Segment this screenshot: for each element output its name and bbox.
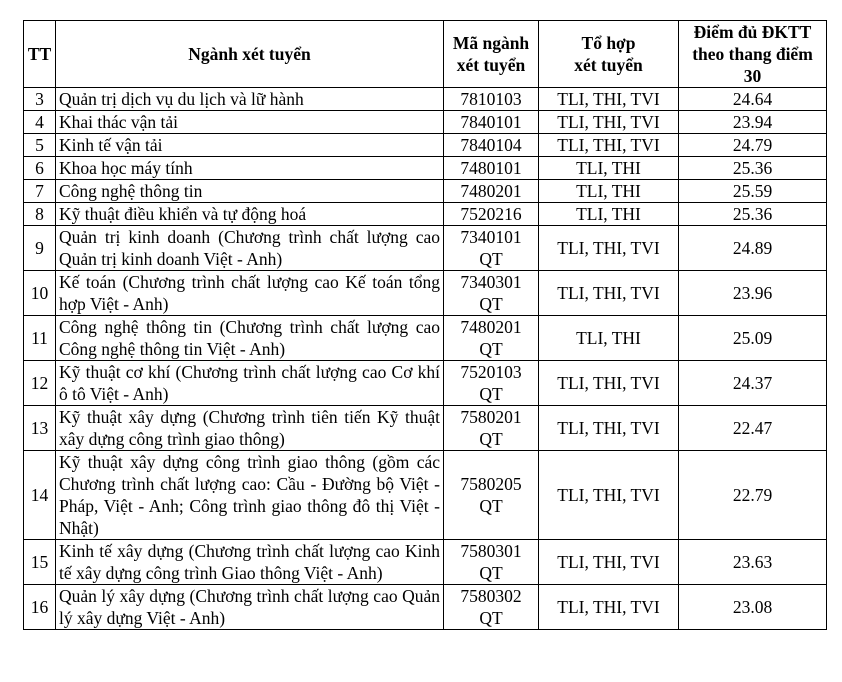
header-row <box>24 21 827 88</box>
row-code <box>444 406 539 451</box>
row-tt: 7 <box>24 180 56 203</box>
row-combo: TLI, THI, TVI <box>539 111 679 134</box>
row-code-number: 7580201 <box>460 407 522 427</box>
row-code <box>444 203 539 226</box>
row-tt: 8 <box>24 203 56 226</box>
table-row <box>24 271 827 316</box>
row-code-number: 7840101 <box>460 112 522 132</box>
row-code-number: 7520103 <box>460 362 522 382</box>
row-code-number: 7340101 <box>460 227 522 247</box>
admission-scores-table <box>23 20 827 630</box>
row-tt: 15 <box>24 540 56 585</box>
row-code-suffix: QT <box>479 429 503 449</box>
row-code <box>444 585 539 630</box>
row-major-name: Khai thác vận tải <box>56 111 444 134</box>
row-code-suffix: QT <box>479 294 503 314</box>
row-code-number: 7580301 <box>460 541 522 561</box>
row-major-name: Quản trị kinh doanh (Chương trình chất lượng cao Quản trị kinh doanh Việt - Anh) <box>56 226 444 271</box>
row-major-name: Khoa học máy tính <box>56 157 444 180</box>
row-code <box>444 111 539 134</box>
row-tt: 14 <box>24 451 56 540</box>
row-score: 22.79 <box>679 451 827 540</box>
table-row <box>24 406 827 451</box>
row-major-name: Kỹ thuật điều khiển và tự động hoá <box>56 203 444 226</box>
header-score-line1: Điểm đủ ĐKTT <box>693 22 812 42</box>
row-code <box>444 88 539 111</box>
row-code-number: 7520216 <box>460 204 522 224</box>
row-score: 24.89 <box>679 226 827 271</box>
table-row <box>24 111 827 134</box>
row-code <box>444 157 539 180</box>
header-code-line2: xét tuyển <box>456 55 526 75</box>
row-tt: 12 <box>24 361 56 406</box>
row-code <box>444 316 539 361</box>
row-code <box>444 226 539 271</box>
row-combo: TLI, THI, TVI <box>539 271 679 316</box>
row-code <box>444 134 539 157</box>
row-combo: TLI, THI <box>539 316 679 361</box>
row-major-name: Quản lý xây dựng (Chương trình chất lượng cao Quản lý xây dựng Việt - Anh) <box>56 585 444 630</box>
row-combo: TLI, THI <box>539 157 679 180</box>
row-code <box>444 271 539 316</box>
row-major-name: Quản trị dịch vụ du lịch và lữ hành <box>56 88 444 111</box>
row-combo: TLI, THI, TVI <box>539 451 679 540</box>
header-major: Ngành xét tuyển <box>56 21 444 88</box>
row-code-number: 7810103 <box>460 89 522 109</box>
header-tt: TT <box>24 21 56 88</box>
row-combo: TLI, THI, TVI <box>539 226 679 271</box>
row-major-name: Kỹ thuật xây dựng (Chương trình tiên tiến Kỹ thuật xây dựng công trình giao thông) <box>56 406 444 451</box>
row-combo: TLI, THI, TVI <box>539 88 679 111</box>
row-combo: TLI, THI, TVI <box>539 406 679 451</box>
row-tt: 11 <box>24 316 56 361</box>
row-score: 23.96 <box>679 271 827 316</box>
row-tt: 4 <box>24 111 56 134</box>
row-major-name: Kinh tế xây dựng (Chương trình chất lượng cao Kinh tế xây dựng công trình Giao thông Việt - Anh) <box>56 540 444 585</box>
row-code <box>444 180 539 203</box>
row-code-suffix: QT <box>479 496 503 516</box>
row-code-suffix: QT <box>479 384 503 404</box>
row-tt: 10 <box>24 271 56 316</box>
table-row <box>24 540 827 585</box>
row-code-suffix: QT <box>479 563 503 583</box>
header-code-line1: Mã ngành <box>452 33 530 53</box>
table-row <box>24 226 827 271</box>
header-score <box>679 21 827 88</box>
row-score: 23.94 <box>679 111 827 134</box>
row-score: 25.09 <box>679 316 827 361</box>
table-row <box>24 203 827 226</box>
row-score: 25.59 <box>679 180 827 203</box>
table-row <box>24 361 827 406</box>
header-combo <box>539 21 679 88</box>
row-code-suffix: QT <box>479 339 503 359</box>
row-score: 24.79 <box>679 134 827 157</box>
row-tt: 16 <box>24 585 56 630</box>
row-code-number: 7480101 <box>460 158 522 178</box>
table-body <box>24 88 827 630</box>
header-code <box>444 21 539 88</box>
row-code-suffix: QT <box>479 249 503 269</box>
header-combo-line2: xét tuyển <box>574 55 643 75</box>
header-combo-line1: Tổ hợp <box>581 33 636 53</box>
row-score: 25.36 <box>679 157 827 180</box>
row-code-number: 7480201 <box>460 181 522 201</box>
header-score-line2: theo thang điểm 30 <box>692 44 813 86</box>
row-score: 25.36 <box>679 203 827 226</box>
table-row <box>24 451 827 540</box>
row-code-suffix: QT <box>479 608 503 628</box>
row-tt: 3 <box>24 88 56 111</box>
row-score: 22.47 <box>679 406 827 451</box>
row-combo: TLI, THI, TVI <box>539 585 679 630</box>
table-row <box>24 157 827 180</box>
row-major-name: Công nghệ thông tin (Chương trình chất lượng cao Công nghệ thông tin Việt - Anh) <box>56 316 444 361</box>
row-tt: 13 <box>24 406 56 451</box>
row-tt: 6 <box>24 157 56 180</box>
row-code-number: 7340301 <box>460 272 522 292</box>
row-major-name: Kế toán (Chương trình chất lượng cao Kế toán tổng hợp Việt - Anh) <box>56 271 444 316</box>
row-major-name: Kỹ thuật xây dựng công trình giao thông (gồm các Chương trình chất lượng cao: Cầu - Đường bộ Việt - Pháp, Việt - Anh; Công trình giao thông đô thị Việt - Nhật) <box>56 451 444 540</box>
row-score: 23.08 <box>679 585 827 630</box>
table-row <box>24 585 827 630</box>
row-major-name: Công nghệ thông tin <box>56 180 444 203</box>
row-combo: TLI, THI <box>539 203 679 226</box>
row-code-number: 7580205 <box>460 474 522 494</box>
row-code <box>444 361 539 406</box>
row-code <box>444 451 539 540</box>
row-score: 24.64 <box>679 88 827 111</box>
row-tt: 9 <box>24 226 56 271</box>
table-row <box>24 316 827 361</box>
row-code-number: 7840104 <box>460 135 522 155</box>
row-score: 23.63 <box>679 540 827 585</box>
row-code-number: 7480201 <box>460 317 522 337</box>
row-combo: TLI, THI, TVI <box>539 134 679 157</box>
table-row <box>24 134 827 157</box>
table-row <box>24 180 827 203</box>
row-code-number: 7580302 <box>460 586 522 606</box>
row-combo: TLI, THI <box>539 180 679 203</box>
row-combo: TLI, THI, TVI <box>539 361 679 406</box>
table-row <box>24 88 827 111</box>
row-score: 24.37 <box>679 361 827 406</box>
row-tt: 5 <box>24 134 56 157</box>
row-code <box>444 540 539 585</box>
row-major-name: Kinh tế vận tải <box>56 134 444 157</box>
row-combo: TLI, THI, TVI <box>539 540 679 585</box>
row-major-name: Kỹ thuật cơ khí (Chương trình chất lượng cao Cơ khí ô tô Việt - Anh) <box>56 361 444 406</box>
